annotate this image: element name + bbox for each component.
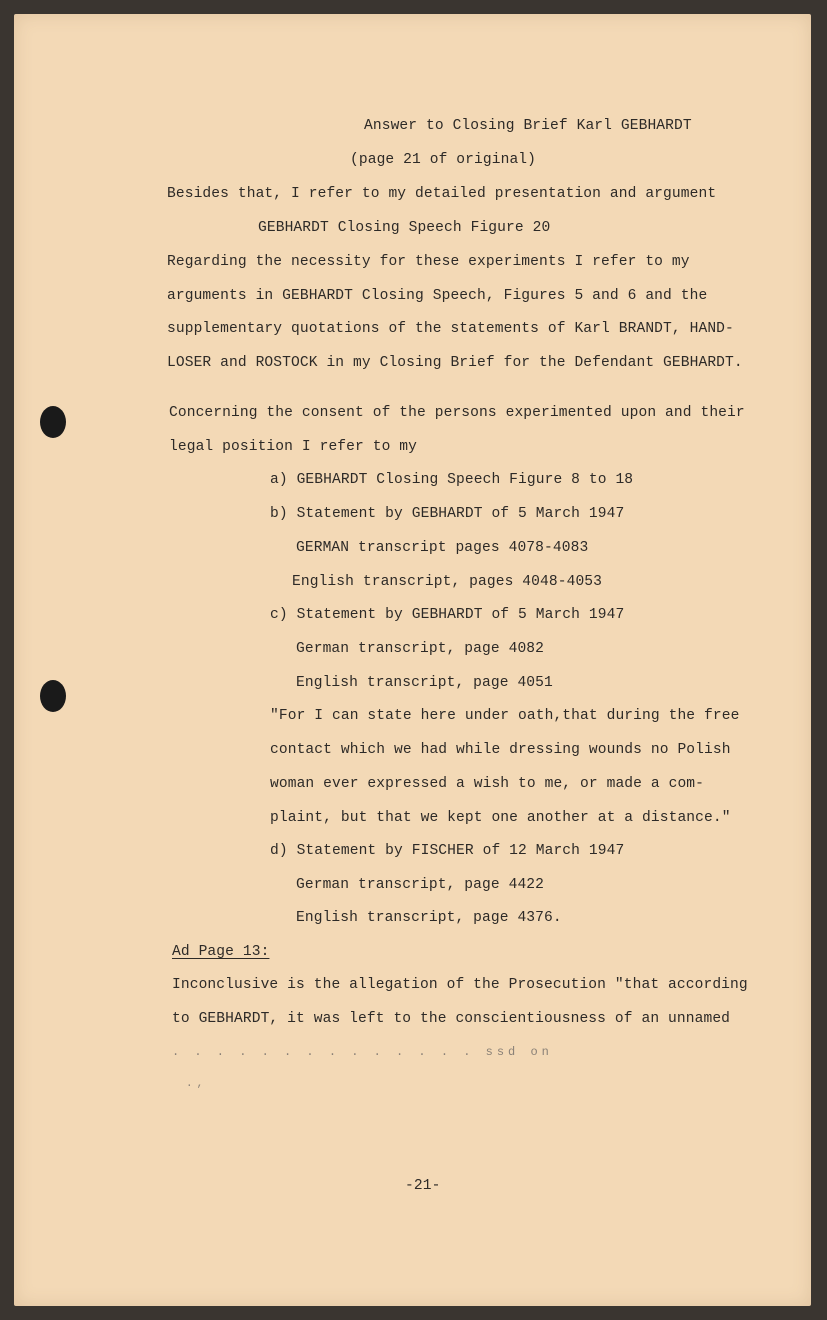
quotation-line: contact which we had while dressing wounds no Polish xyxy=(270,742,731,758)
list-subitem: GERMAN transcript pages 4078-4083 xyxy=(296,540,589,556)
paragraph-line: Concerning the consent of the persons experimented upon and their xyxy=(169,405,745,421)
section-heading: Ad Page 13: xyxy=(172,944,270,960)
document-subtitle: (page 21 of original) xyxy=(350,152,537,168)
paragraph-line: legal position I refer to my xyxy=(169,439,418,455)
quotation-line: plaint, but that we kept one another at a distance." xyxy=(270,810,731,826)
list-subitem: English transcript, page 4376. xyxy=(296,910,562,926)
paragraph-line: to GEBHARDT, it was left to the conscientiousness of an unnamed xyxy=(172,1011,731,1027)
paragraph-line: supplementary quotations of the statements of Karl BRANDT, HAND- xyxy=(167,321,734,337)
document-title: Answer to Closing Brief Karl GEBHARDT xyxy=(364,118,692,134)
list-subitem: English transcript, pages 4048-4053 xyxy=(292,574,603,590)
paragraph-line: Besides that, I refer to my detailed presentation and argument xyxy=(167,186,717,202)
faded-text-line: . . . . . . . . . . . . . . ssd on xyxy=(172,1045,553,1059)
list-subitem: English transcript, page 4051 xyxy=(296,675,553,691)
punch-hole-bottom xyxy=(40,680,66,712)
list-item-a: a) GEBHARDT Closing Speech Figure 8 to 18 xyxy=(270,472,634,488)
list-item-b: b) Statement by GEBHARDT of 5 March 1947 xyxy=(270,506,625,522)
quotation-line: woman ever expressed a wish to me, or made a com- xyxy=(270,776,705,792)
paragraph-line: arguments in GEBHARDT Closing Speech, Figures 5 and 6 and the xyxy=(167,288,708,304)
punch-hole-top xyxy=(40,406,66,438)
list-subitem: German transcript, page 4422 xyxy=(296,877,545,893)
quotation-line: "For I can state here under oath,that during the free xyxy=(270,708,740,724)
document-page xyxy=(14,14,811,1306)
paragraph-line: LOSER and ROSTOCK in my Closing Brief for the Defendant GEBHARDT. xyxy=(167,355,743,371)
reference-line: GEBHARDT Closing Speech Figure 20 xyxy=(258,220,551,236)
page-number: -21- xyxy=(405,1178,441,1194)
faded-text-line: ., xyxy=(186,1078,208,1090)
list-item-c: c) Statement by GEBHARDT of 5 March 1947 xyxy=(270,607,625,623)
list-item-d: d) Statement by FISCHER of 12 March 1947 xyxy=(270,843,625,859)
paragraph-line: Regarding the necessity for these experiments I refer to my xyxy=(167,254,690,270)
list-subitem: German transcript, page 4082 xyxy=(296,641,545,657)
paragraph-line: Inconclusive is the allegation of the Prosecution "that according xyxy=(172,977,748,993)
